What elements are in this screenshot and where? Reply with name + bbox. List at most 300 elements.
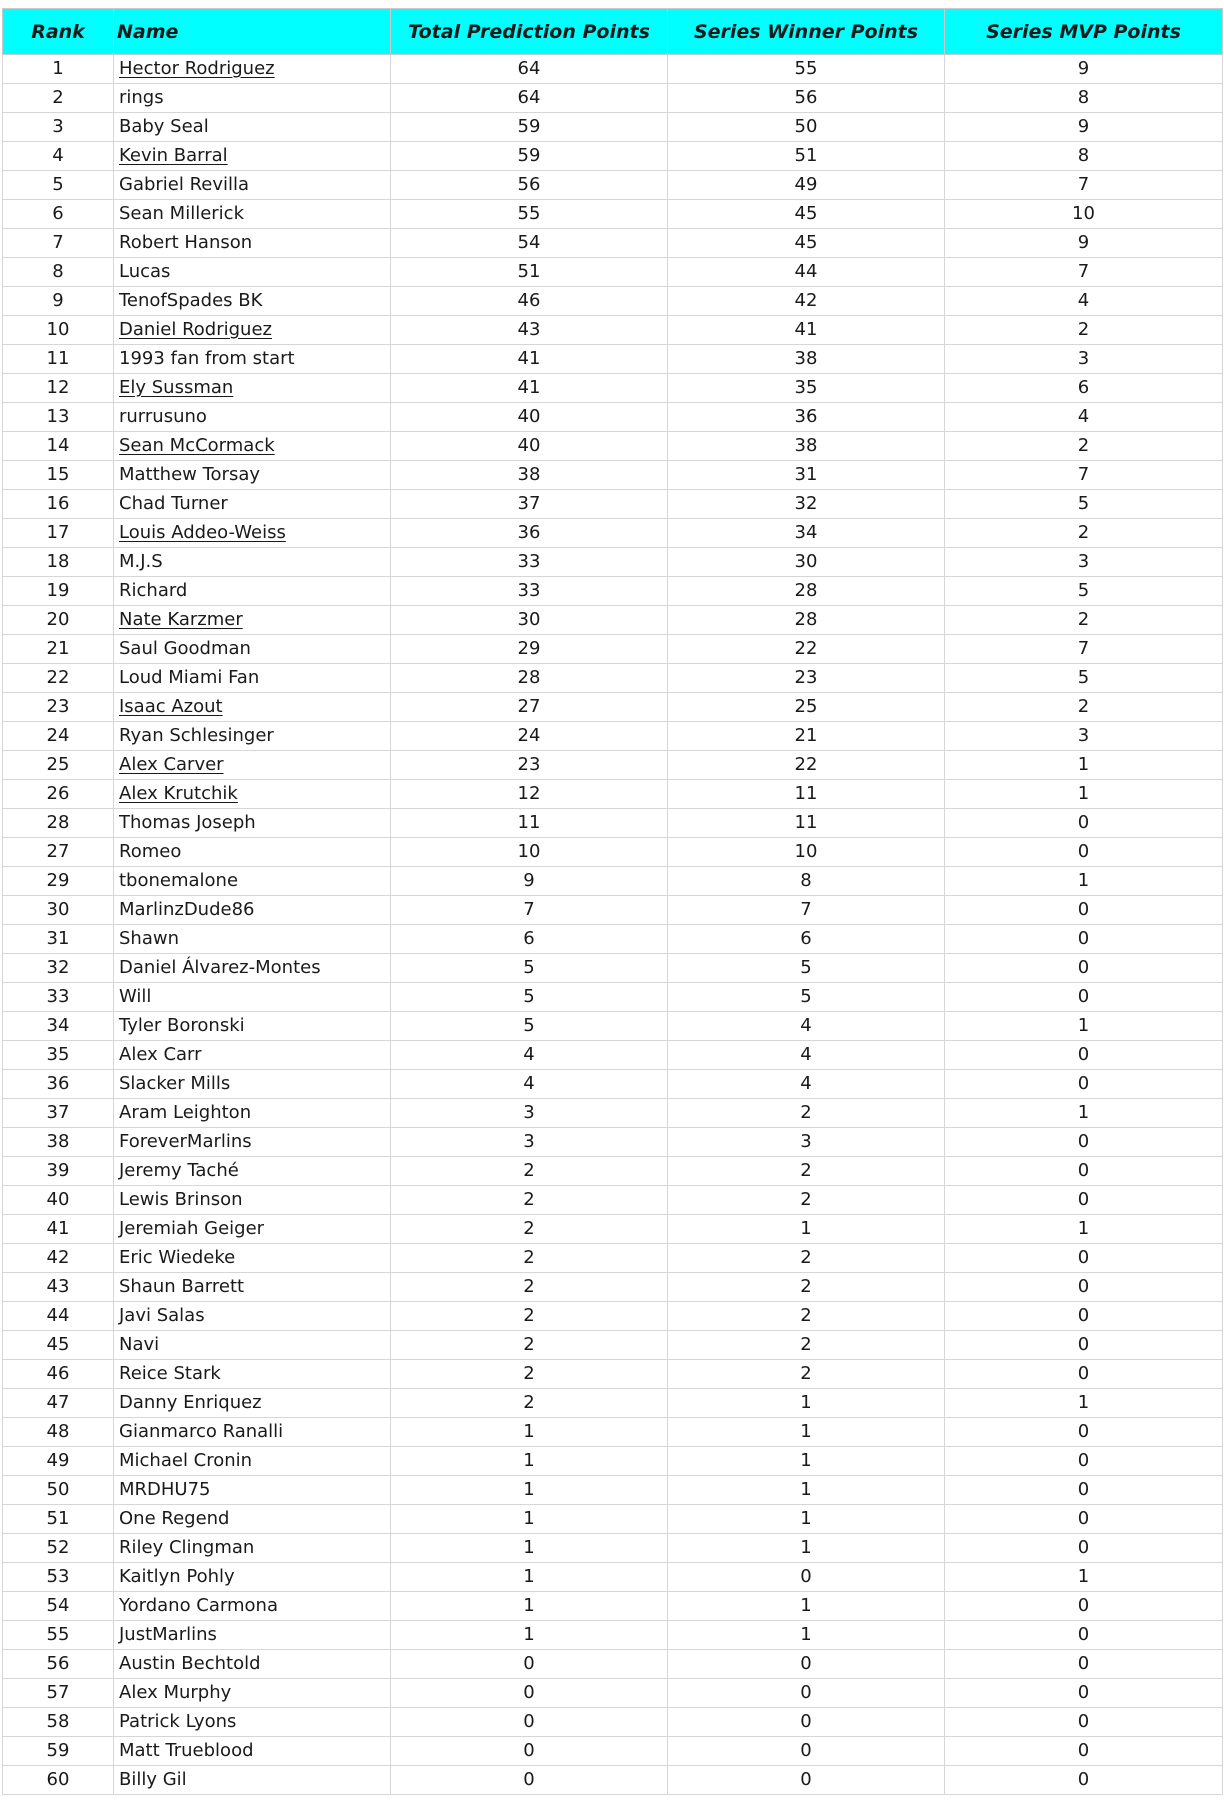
- total-prediction-points-cell: 5: [391, 1012, 668, 1041]
- total-prediction-points-cell: 3: [391, 1128, 668, 1157]
- series-mvp-points-cell: 0: [945, 809, 1223, 838]
- total-prediction-points-cell: 55: [391, 200, 668, 229]
- table-row: [3, 1563, 1223, 1592]
- rank-cell: 45: [3, 1331, 114, 1360]
- table-row: [3, 113, 1223, 142]
- player-name-link[interactable]: Alex Krutchik: [119, 783, 238, 804]
- table-row: [3, 1331, 1223, 1360]
- series-winner-points-cell: 0: [668, 1563, 945, 1592]
- series-winner-points-cell: 56: [668, 84, 945, 113]
- total-prediction-points-cell: 0: [391, 1737, 668, 1766]
- series-mvp-points-cell: 7: [945, 171, 1223, 200]
- leaderboard-table: [2, 8, 1223, 1795]
- total-prediction-points-cell: 43: [391, 316, 668, 345]
- name-cell: [114, 1273, 391, 1302]
- rank-cell: 8: [3, 258, 114, 287]
- table-row: [3, 1476, 1223, 1505]
- table-row: [3, 867, 1223, 896]
- series-winner-points-cell: 3: [668, 1128, 945, 1157]
- player-name: One Regend: [119, 1508, 230, 1529]
- series-winner-points-cell: 2: [668, 1331, 945, 1360]
- rank-cell: 26: [3, 780, 114, 809]
- table-row: [3, 1592, 1223, 1621]
- rank-cell: 35: [3, 1041, 114, 1070]
- total-prediction-points-cell: 27: [391, 693, 668, 722]
- total-prediction-points-cell: 0: [391, 1650, 668, 1679]
- player-name: Ryan Schlesinger: [119, 725, 274, 746]
- series-mvp-points-cell: 0: [945, 838, 1223, 867]
- table-row: [3, 432, 1223, 461]
- table-row: [3, 635, 1223, 664]
- series-winner-points-cell: 30: [668, 548, 945, 577]
- player-name: Sean Millerick: [119, 203, 244, 224]
- name-cell: [114, 84, 391, 113]
- total-prediction-points-cell: 1: [391, 1621, 668, 1650]
- rank-cell: 43: [3, 1273, 114, 1302]
- rank-cell: 47: [3, 1389, 114, 1418]
- table-row: [3, 925, 1223, 954]
- series-mvp-points-cell: 0: [945, 1534, 1223, 1563]
- rank-cell: 23: [3, 693, 114, 722]
- table-row: [3, 1360, 1223, 1389]
- total-prediction-points-cell: 4: [391, 1041, 668, 1070]
- header-row: [3, 9, 1223, 55]
- total-prediction-points-cell: 1: [391, 1505, 668, 1534]
- name-cell: [114, 1708, 391, 1737]
- rank-cell: 24: [3, 722, 114, 751]
- series-winner-points-cell: 2: [668, 1273, 945, 1302]
- table-row: [3, 664, 1223, 693]
- player-name: Alex Murphy: [119, 1682, 232, 1703]
- series-winner-points-cell: 31: [668, 461, 945, 490]
- name-cell: [114, 316, 391, 345]
- rank-cell: 12: [3, 374, 114, 403]
- series-winner-points-cell: 0: [668, 1708, 945, 1737]
- total-prediction-points-cell: 2: [391, 1244, 668, 1273]
- series-winner-points-cell: 1: [668, 1621, 945, 1650]
- table-row: [3, 548, 1223, 577]
- table-row: [3, 1012, 1223, 1041]
- name-cell: [114, 258, 391, 287]
- player-name: Chad Turner: [119, 493, 228, 514]
- series-winner-points-cell: 21: [668, 722, 945, 751]
- header-name: Name: [114, 9, 391, 55]
- player-name-link[interactable]: Daniel Rodriguez: [119, 319, 272, 340]
- player-name: rurrusuno: [119, 406, 207, 427]
- series-winner-points-cell: 32: [668, 490, 945, 519]
- series-winner-points-cell: 42: [668, 287, 945, 316]
- rank-cell: 56: [3, 1650, 114, 1679]
- total-prediction-points-cell: 24: [391, 722, 668, 751]
- name-cell: [114, 345, 391, 374]
- table-row: [3, 461, 1223, 490]
- series-winner-points-cell: 1: [668, 1389, 945, 1418]
- series-winner-points-cell: 2: [668, 1244, 945, 1273]
- table-row: [3, 722, 1223, 751]
- table-row: [3, 838, 1223, 867]
- table-row: [3, 287, 1223, 316]
- name-cell: [114, 1215, 391, 1244]
- player-name: Gabriel Revilla: [119, 174, 250, 195]
- player-name-link[interactable]: Louis Addeo-Weiss: [119, 522, 286, 543]
- rank-cell: 7: [3, 229, 114, 258]
- total-prediction-points-cell: 2: [391, 1389, 668, 1418]
- rank-cell: 5: [3, 171, 114, 200]
- player-name-link[interactable]: Hector Rodriguez: [119, 58, 275, 79]
- player-name: TenofSpades BK: [119, 290, 263, 311]
- rank-cell: 1: [3, 55, 114, 84]
- player-name: JustMarlins: [119, 1624, 217, 1645]
- total-prediction-points-cell: 54: [391, 229, 668, 258]
- table-row: [3, 1389, 1223, 1418]
- total-prediction-points-cell: 5: [391, 954, 668, 983]
- table-row: [3, 1302, 1223, 1331]
- name-cell: [114, 229, 391, 258]
- player-name: Riley Clingman: [119, 1537, 255, 1558]
- series-mvp-points-cell: 1: [945, 1389, 1223, 1418]
- rank-cell: 55: [3, 1621, 114, 1650]
- total-prediction-points-cell: 3: [391, 1099, 668, 1128]
- player-name: M.J.S: [119, 551, 163, 572]
- table-row: [3, 1418, 1223, 1447]
- total-prediction-points-cell: 59: [391, 113, 668, 142]
- series-winner-points-cell: 8: [668, 867, 945, 896]
- rank-cell: 50: [3, 1476, 114, 1505]
- rank-cell: 33: [3, 983, 114, 1012]
- series-mvp-points-cell: 5: [945, 664, 1223, 693]
- table-row: [3, 1215, 1223, 1244]
- player-name-link[interactable]: Nate Karzmer: [119, 609, 243, 630]
- player-name: Loud Miami Fan: [119, 667, 260, 688]
- rank-cell: 58: [3, 1708, 114, 1737]
- name-cell: [114, 809, 391, 838]
- series-mvp-points-cell: 0: [945, 1505, 1223, 1534]
- leaderboard-sheet: [2, 8, 1222, 1795]
- total-prediction-points-cell: 4: [391, 1070, 668, 1099]
- name-cell: [114, 113, 391, 142]
- series-mvp-points-cell: 8: [945, 84, 1223, 113]
- series-mvp-points-cell: 7: [945, 258, 1223, 287]
- player-name: Austin Bechtold: [119, 1653, 261, 1674]
- name-cell: [114, 925, 391, 954]
- rank-cell: 27: [3, 838, 114, 867]
- series-winner-points-cell: 55: [668, 55, 945, 84]
- table-row: [3, 606, 1223, 635]
- player-name: Lucas: [119, 261, 171, 282]
- series-winner-points-cell: 44: [668, 258, 945, 287]
- name-cell: [114, 432, 391, 461]
- series-mvp-points-cell: 0: [945, 1302, 1223, 1331]
- name-cell: [114, 1186, 391, 1215]
- table-row: [3, 1737, 1223, 1766]
- table-row: [3, 403, 1223, 432]
- player-name-link[interactable]: Alex Carver: [119, 754, 224, 775]
- name-cell: [114, 896, 391, 925]
- total-prediction-points-cell: 12: [391, 780, 668, 809]
- series-mvp-points-cell: 3: [945, 345, 1223, 374]
- series-mvp-points-cell: 10: [945, 200, 1223, 229]
- table-row: [3, 1708, 1223, 1737]
- total-prediction-points-cell: 33: [391, 577, 668, 606]
- rank-cell: 49: [3, 1447, 114, 1476]
- player-name: ForeverMarlins: [119, 1131, 252, 1152]
- series-winner-points-cell: 11: [668, 780, 945, 809]
- name-cell: [114, 1302, 391, 1331]
- name-cell: [114, 1476, 391, 1505]
- series-winner-points-cell: 28: [668, 577, 945, 606]
- name-cell: [114, 1592, 391, 1621]
- name-cell: [114, 1041, 391, 1070]
- table-row: [3, 1157, 1223, 1186]
- series-mvp-points-cell: 0: [945, 1708, 1223, 1737]
- series-mvp-points-cell: 2: [945, 606, 1223, 635]
- name-cell: [114, 1563, 391, 1592]
- series-mvp-points-cell: 0: [945, 1650, 1223, 1679]
- table-row: [3, 345, 1223, 374]
- player-name: Eric Wiedeke: [119, 1247, 236, 1268]
- total-prediction-points-cell: 64: [391, 55, 668, 84]
- table-row: [3, 490, 1223, 519]
- series-mvp-points-cell: 7: [945, 461, 1223, 490]
- series-mvp-points-cell: 0: [945, 954, 1223, 983]
- table-row: [3, 1650, 1223, 1679]
- total-prediction-points-cell: 51: [391, 258, 668, 287]
- series-mvp-points-cell: 0: [945, 1273, 1223, 1302]
- name-cell: [114, 1244, 391, 1273]
- series-mvp-points-cell: 0: [945, 1679, 1223, 1708]
- table-row: [3, 1766, 1223, 1795]
- rank-cell: 34: [3, 1012, 114, 1041]
- total-prediction-points-cell: 2: [391, 1360, 668, 1389]
- player-name: Gianmarco Ranalli: [119, 1421, 284, 1442]
- series-mvp-points-cell: 0: [945, 1070, 1223, 1099]
- player-name: Aram Leighton: [119, 1102, 252, 1123]
- series-winner-points-cell: 0: [668, 1737, 945, 1766]
- series-winner-points-cell: 36: [668, 403, 945, 432]
- table-row: [3, 229, 1223, 258]
- table-row: [3, 171, 1223, 200]
- total-prediction-points-cell: 40: [391, 403, 668, 432]
- total-prediction-points-cell: 1: [391, 1534, 668, 1563]
- name-cell: [114, 1505, 391, 1534]
- name-cell: [114, 200, 391, 229]
- rank-cell: 44: [3, 1302, 114, 1331]
- rank-cell: 31: [3, 925, 114, 954]
- table-row: [3, 693, 1223, 722]
- player-name-link[interactable]: Sean McCormack: [119, 435, 275, 456]
- table-row: [3, 316, 1223, 345]
- name-cell: [114, 1534, 391, 1563]
- total-prediction-points-cell: 1: [391, 1563, 668, 1592]
- table-row: [3, 84, 1223, 113]
- name-cell: [114, 751, 391, 780]
- player-name: Robert Hanson: [119, 232, 253, 253]
- name-cell: [114, 1157, 391, 1186]
- series-mvp-points-cell: 1: [945, 867, 1223, 896]
- table-row: [3, 751, 1223, 780]
- series-mvp-points-cell: 0: [945, 1766, 1223, 1795]
- total-prediction-points-cell: 41: [391, 345, 668, 374]
- series-winner-points-cell: 1: [668, 1215, 945, 1244]
- series-winner-points-cell: 2: [668, 1186, 945, 1215]
- name-cell: [114, 867, 391, 896]
- total-prediction-points-cell: 9: [391, 867, 668, 896]
- total-prediction-points-cell: 0: [391, 1766, 668, 1795]
- player-name: Slacker Mills: [119, 1073, 231, 1094]
- rank-cell: 10: [3, 316, 114, 345]
- series-mvp-points-cell: 0: [945, 1244, 1223, 1273]
- series-mvp-points-cell: 0: [945, 1447, 1223, 1476]
- rank-cell: 37: [3, 1099, 114, 1128]
- rank-cell: 46: [3, 1360, 114, 1389]
- player-name: Navi: [119, 1334, 160, 1355]
- series-mvp-points-cell: 0: [945, 1186, 1223, 1215]
- name-cell: [114, 374, 391, 403]
- player-name: Jeremy Taché: [119, 1160, 239, 1181]
- series-mvp-points-cell: 2: [945, 519, 1223, 548]
- name-cell: [114, 722, 391, 751]
- series-mvp-points-cell: 0: [945, 896, 1223, 925]
- rank-cell: 48: [3, 1418, 114, 1447]
- name-cell: [114, 1331, 391, 1360]
- total-prediction-points-cell: 29: [391, 635, 668, 664]
- series-winner-points-cell: 2: [668, 1157, 945, 1186]
- total-prediction-points-cell: 33: [391, 548, 668, 577]
- series-mvp-points-cell: 0: [945, 1157, 1223, 1186]
- series-mvp-points-cell: 0: [945, 1418, 1223, 1447]
- name-cell: [114, 548, 391, 577]
- series-mvp-points-cell: 6: [945, 374, 1223, 403]
- rank-cell: 30: [3, 896, 114, 925]
- series-winner-points-cell: 0: [668, 1679, 945, 1708]
- series-mvp-points-cell: 3: [945, 548, 1223, 577]
- series-mvp-points-cell: 1: [945, 1563, 1223, 1592]
- total-prediction-points-cell: 40: [391, 432, 668, 461]
- series-mvp-points-cell: 7: [945, 635, 1223, 664]
- series-mvp-points-cell: 1: [945, 751, 1223, 780]
- name-cell: [114, 461, 391, 490]
- series-winner-points-cell: 5: [668, 954, 945, 983]
- total-prediction-points-cell: 28: [391, 664, 668, 693]
- name-cell: [114, 1650, 391, 1679]
- name-cell: [114, 635, 391, 664]
- name-cell: [114, 664, 391, 693]
- rank-cell: 29: [3, 867, 114, 896]
- series-mvp-points-cell: 0: [945, 1737, 1223, 1766]
- series-winner-points-cell: 2: [668, 1302, 945, 1331]
- player-name: Will: [119, 986, 152, 1007]
- total-prediction-points-cell: 30: [391, 606, 668, 635]
- header-total-prediction-points: Total Prediction Points: [391, 9, 668, 55]
- series-winner-points-cell: 34: [668, 519, 945, 548]
- name-cell: [114, 1099, 391, 1128]
- total-prediction-points-cell: 2: [391, 1331, 668, 1360]
- table-row: [3, 200, 1223, 229]
- series-winner-points-cell: 1: [668, 1592, 945, 1621]
- series-mvp-points-cell: 0: [945, 1331, 1223, 1360]
- series-mvp-points-cell: 0: [945, 1476, 1223, 1505]
- series-winner-points-cell: 50: [668, 113, 945, 142]
- name-cell: [114, 1418, 391, 1447]
- table-row: [3, 1244, 1223, 1273]
- player-name: Daniel Álvarez-Montes: [119, 957, 321, 978]
- player-name: Javi Salas: [119, 1305, 205, 1326]
- table-row: [3, 1041, 1223, 1070]
- rank-cell: 6: [3, 200, 114, 229]
- series-winner-points-cell: 28: [668, 606, 945, 635]
- total-prediction-points-cell: 11: [391, 809, 668, 838]
- table-row: [3, 896, 1223, 925]
- player-name: Romeo: [119, 841, 182, 862]
- name-cell: [114, 838, 391, 867]
- rank-cell: 13: [3, 403, 114, 432]
- player-name-link[interactable]: Isaac Azout: [119, 696, 223, 717]
- rank-cell: 15: [3, 461, 114, 490]
- player-name: MRDHU75: [119, 1479, 211, 1500]
- name-cell: [114, 983, 391, 1012]
- player-name: Alex Carr: [119, 1044, 202, 1065]
- table-row: [3, 1447, 1223, 1476]
- total-prediction-points-cell: 0: [391, 1708, 668, 1737]
- player-name-link[interactable]: Ely Sussman: [119, 377, 234, 398]
- series-winner-points-cell: 2: [668, 1099, 945, 1128]
- player-name: Tyler Boronski: [119, 1015, 245, 1036]
- total-prediction-points-cell: 23: [391, 751, 668, 780]
- header-rank: Rank: [3, 9, 114, 55]
- rank-cell: 3: [3, 113, 114, 142]
- series-mvp-points-cell: 9: [945, 113, 1223, 142]
- series-mvp-points-cell: 2: [945, 693, 1223, 722]
- player-name: Danny Enriquez: [119, 1392, 262, 1413]
- player-name-link[interactable]: Kevin Barral: [119, 145, 228, 166]
- rank-cell: 19: [3, 577, 114, 606]
- series-mvp-points-cell: 1: [945, 780, 1223, 809]
- rank-cell: 2: [3, 84, 114, 113]
- total-prediction-points-cell: 56: [391, 171, 668, 200]
- series-mvp-points-cell: 5: [945, 490, 1223, 519]
- player-name: tbonemalone: [119, 870, 239, 891]
- rank-cell: 32: [3, 954, 114, 983]
- rank-cell: 38: [3, 1128, 114, 1157]
- series-mvp-points-cell: 4: [945, 287, 1223, 316]
- player-name: Kaitlyn Pohly: [119, 1566, 235, 1587]
- series-mvp-points-cell: 2: [945, 432, 1223, 461]
- series-mvp-points-cell: 0: [945, 1360, 1223, 1389]
- rank-cell: 39: [3, 1157, 114, 1186]
- rank-cell: 21: [3, 635, 114, 664]
- name-cell: [114, 954, 391, 983]
- total-prediction-points-cell: 41: [391, 374, 668, 403]
- player-name: 1993 fan from start: [119, 348, 295, 369]
- name-cell: [114, 519, 391, 548]
- player-name: Matthew Torsay: [119, 464, 261, 485]
- total-prediction-points-cell: 10: [391, 838, 668, 867]
- rank-cell: 59: [3, 1737, 114, 1766]
- header-series-winner-points: Series Winner Points: [668, 9, 945, 55]
- player-name: Matt Trueblood: [119, 1740, 254, 1761]
- table-row: [3, 55, 1223, 84]
- name-cell: [114, 55, 391, 84]
- table-row: [3, 577, 1223, 606]
- name-cell: [114, 1128, 391, 1157]
- total-prediction-points-cell: 5: [391, 983, 668, 1012]
- total-prediction-points-cell: 38: [391, 461, 668, 490]
- player-name: Shawn: [119, 928, 179, 949]
- series-winner-points-cell: 38: [668, 345, 945, 374]
- series-winner-points-cell: 5: [668, 983, 945, 1012]
- table-row: [3, 954, 1223, 983]
- total-prediction-points-cell: 36: [391, 519, 668, 548]
